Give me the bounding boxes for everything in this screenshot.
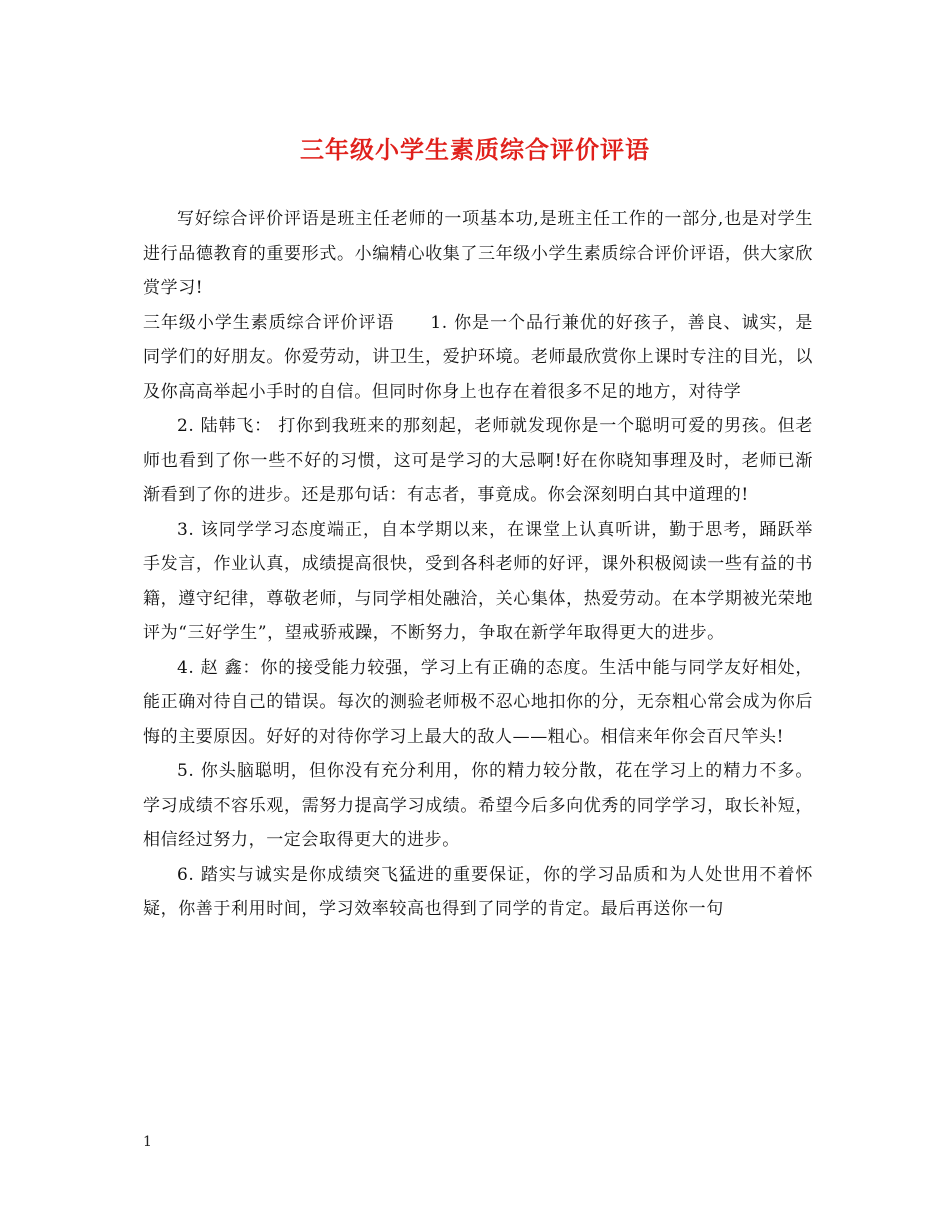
comment-paragraph-1: 三年级小学生素质综合评价评语 1. 你是一个品行兼优的好孩子，善良、诚实，是同学们的好朋友。你爱劳动，讲卫生，爱护环境。老师最欣赏你上课时专注的目光，以及你高高举起小手时的自信。但同时你身上也存在着很多不足的地方，对待学 xyxy=(143,312,813,402)
comment-paragraph-2: 2. 陆韩飞： 打你到我班来的那刻起，老师就发现你是一个聪明可爱的男孩。但老师也看到了你一些不好的习惯，这可是学习的大忌啊!好在你晓知事理及时，老师已渐渐看到了你的进步。还是那句话：有志者，事竟成。你会深刻明白其中道理的! xyxy=(143,416,813,505)
comment-paragraph-6: 6. 踏实与诚实是你成绩突飞猛进的重要保证，你的学习品质和为人处世用不着怀疑，你善于利用时间，学习效率较高也得到了同学的肯定。最后再送你一句 xyxy=(143,864,813,919)
document-body xyxy=(143,202,813,927)
page-number: 1 xyxy=(143,1134,152,1150)
intro-paragraph: 写好综合评价评语是班主任老师的一项基本功,是班主任工作的一部分,也是对学生进行品德教育的重要形式。小编精心收集了三年级小学生素质综合评价评语，供大家欣赏学习! xyxy=(143,209,813,298)
comment-paragraph-5: 5. 你头脑聪明，但你没有充分利用，你的精力较分散，花在学习上的精力不多。学习成绩不容乐观，需努力提高学习成绩。希望今后多向优秀的同学学习，取长补短，相信经过努力，一定会取得更大的进步。 xyxy=(143,761,813,850)
document-title: 三年级小学生素质综合评价评语 xyxy=(300,135,650,164)
comment-paragraph-3: 3. 该同学学习态度端正，自本学期以来，在课堂上认真听讲，勤于思考，踊跃举手发言，作业认真，成绩提高很快，受到各科老师的好评，课外积极阅读一些有益的书籍，遵守纪律，尊敬老师，与同学相处融洽，关心集体，热爱劳动。在本学期被光荣地评为“三好学生”，望戒骄戒躁，不断努力，争取在新学年取得更大的进步。 xyxy=(143,519,813,643)
comment-paragraph-4: 4. 赵 鑫：你的接受能力较强，学习上有正确的态度。生活中能与同学友好相处，能正确对待自己的错误。每次的测验老师极不忍心地扣你的分，无奈粗心常会成为你后悔的主要原因。好好的对待你学习上最大的敌人——粗心。相信来年你会百尺竿头! xyxy=(143,657,813,747)
